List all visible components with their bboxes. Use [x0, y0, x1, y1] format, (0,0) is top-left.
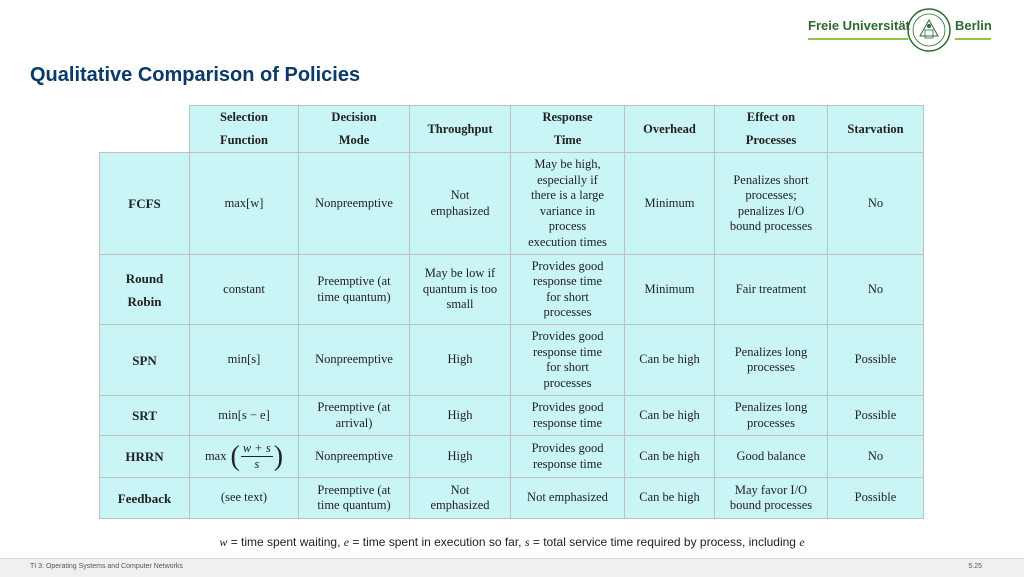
rr-selection: constant	[189, 254, 299, 325]
fcfs-mode: Nonpreemptive	[298, 152, 410, 255]
srt-response: Provides good response time	[510, 395, 625, 436]
hrrn-fraction	[241, 441, 273, 472]
fcfs-effect: Penalizes short processes; penalizes I/O bound processes	[714, 152, 828, 255]
hrrn-selection	[189, 435, 299, 478]
hrrn-throughput: High	[409, 435, 511, 478]
fcfs-response: May be high, especially if there is a large variance in process execution times	[510, 152, 625, 255]
hrrn-response: Provides good response time	[510, 435, 625, 478]
header-overhead: Overhead	[624, 105, 715, 153]
footer-page-number: 5.25	[968, 563, 982, 570]
srt-throughput: High	[409, 395, 511, 436]
legend-var-w: w	[219, 535, 228, 549]
rr-effect: Fair treatment	[714, 254, 828, 325]
university-seal-icon	[906, 6, 952, 54]
fcfs-selection: max[w]	[189, 152, 299, 255]
hrrn-selection-prefix: max	[204, 448, 227, 463]
logo-text-right: Berlin	[955, 18, 992, 33]
spn-effect: Penalizes long processes	[714, 324, 828, 396]
header-decision-mode: Decision Mode	[298, 105, 410, 153]
spn-overhead: Can be high	[624, 324, 715, 396]
legend-var-e2: e	[799, 535, 805, 549]
spn-starvation: Possible	[827, 324, 924, 396]
feedback-throughput: Not emphasized	[409, 477, 511, 519]
university-logo	[808, 6, 1018, 54]
srt-overhead: Can be high	[624, 395, 715, 436]
hrrn-overhead: Can be high	[624, 435, 715, 478]
row-header-fcfs: FCFS	[99, 152, 190, 255]
header-effect-on-processes: Effect on Processes	[714, 105, 828, 153]
left-paren-icon: (	[230, 440, 240, 472]
header-throughput: Throughput	[409, 105, 511, 153]
feedback-selection: (see text)	[189, 477, 299, 519]
hrrn-starvation: No	[827, 435, 924, 478]
row-header-spn: SPN	[99, 324, 190, 396]
row-header-feedback: Feedback	[99, 477, 190, 519]
srt-mode: Preemptive (at arrival)	[298, 395, 410, 436]
srt-effect: Penalizes long processes	[714, 395, 828, 436]
spn-mode: Nonpreemptive	[298, 324, 410, 396]
hrrn-effect: Good balance	[714, 435, 828, 478]
feedback-mode: Preemptive (at time quantum)	[298, 477, 410, 519]
spn-response: Provides good response time for short processes	[510, 324, 625, 396]
fcfs-throughput: Not emphasized	[409, 152, 511, 255]
row-header-hrrn: HRRN	[99, 435, 190, 478]
header-starvation: Starvation	[827, 105, 924, 153]
footer-course: TI 3: Operating Systems and Computer Networks	[30, 563, 183, 570]
header-selection-function: Selection Function	[189, 105, 299, 153]
spn-throughput: High	[409, 324, 511, 396]
logo-underline-right	[955, 38, 991, 40]
rr-overhead: Minimum	[624, 254, 715, 325]
logo-underline-left	[808, 38, 908, 40]
right-paren-icon: )	[273, 440, 284, 472]
feedback-overhead: Can be high	[624, 477, 715, 519]
footer-bar	[0, 558, 1024, 577]
feedback-starvation: Possible	[827, 477, 924, 519]
srt-starvation: Possible	[827, 395, 924, 436]
rr-response: Provides good response time for short processes	[510, 254, 625, 325]
legend-var-e: e	[343, 535, 350, 549]
legend-desc-e: = time spent in execution so far,	[349, 535, 525, 549]
logo-text-left: Freie Universität	[808, 18, 910, 33]
legend-desc-w: = time spent waiting,	[227, 535, 344, 549]
hrrn-formula	[230, 441, 283, 472]
hrrn-mode: Nonpreemptive	[298, 435, 410, 478]
legend-var-s: s	[524, 535, 530, 549]
row-header-srt: SRT	[99, 395, 190, 436]
rr-throughput: May be low if quantum is too small	[409, 254, 511, 325]
srt-selection: min[s − e]	[189, 395, 299, 436]
hrrn-denominator: s	[254, 457, 260, 471]
row-header-round-robin: Round Robin	[99, 254, 190, 325]
fcfs-starvation: No	[827, 152, 924, 255]
feedback-response: Not emphasized	[510, 477, 625, 519]
rr-mode: Preemptive (at time quantum)	[298, 254, 410, 325]
rr-starvation: No	[827, 254, 924, 325]
spn-selection: min[s]	[189, 324, 299, 396]
hrrn-numerator: w + s	[242, 441, 271, 455]
fcfs-overhead: Minimum	[624, 152, 715, 255]
feedback-effect: May favor I/O bound processes	[714, 477, 828, 519]
legend-desc-s: = total service time required by process, including	[529, 535, 800, 549]
slide-title: Qualitative Comparison of Policies	[30, 64, 361, 86]
header-response-time: Response Time	[510, 105, 625, 153]
legend	[0, 535, 1024, 550]
